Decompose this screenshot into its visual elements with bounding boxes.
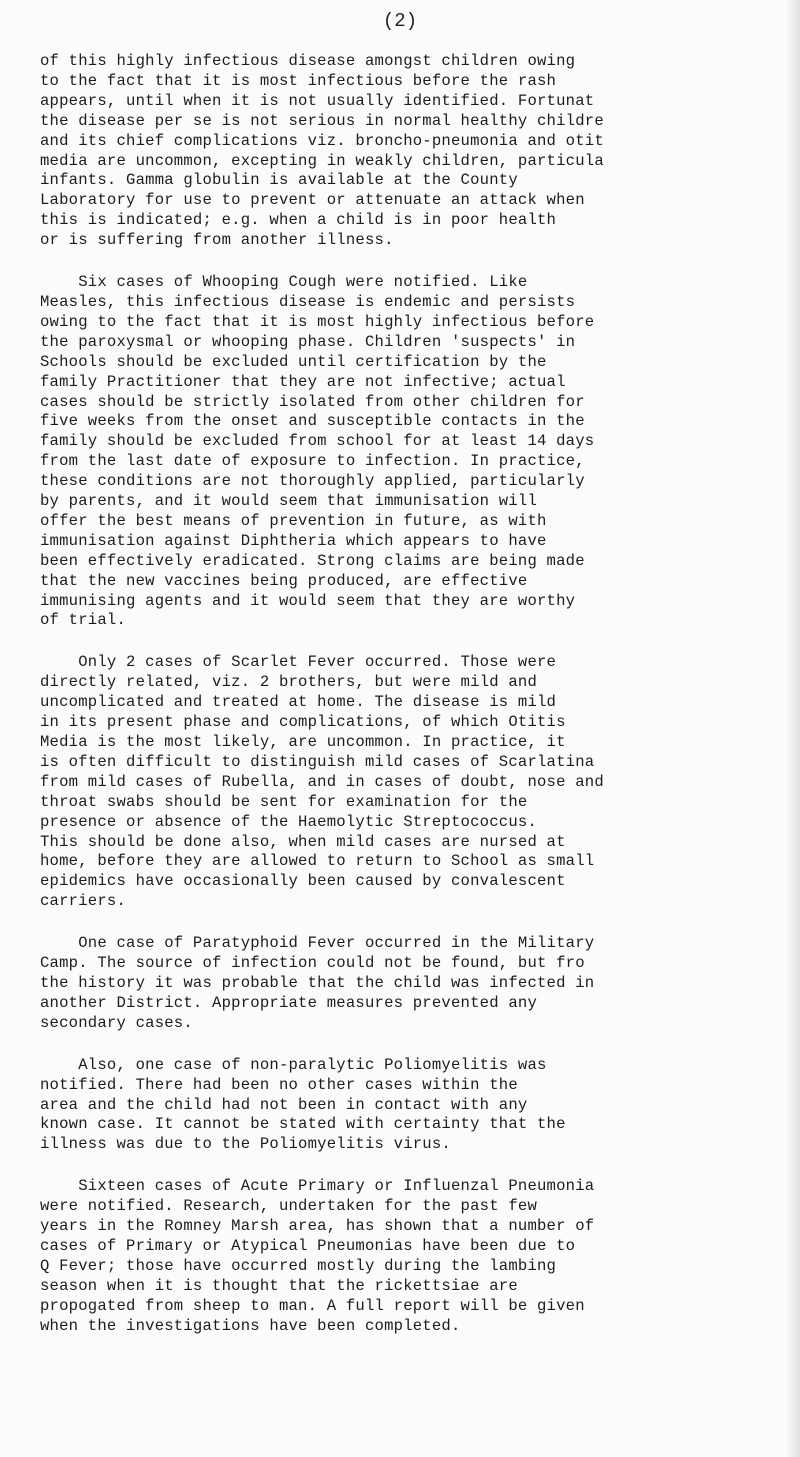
text-line: illness was due to the Poliomyelitis virus.: [40, 1135, 451, 1154]
text-line: the disease per se is not serious in normal healthy childre: [40, 111, 604, 130]
text-line: years in the Romney Marsh area, has shown that a number of: [40, 1217, 595, 1236]
text-line: offer the best means of prevention in future, as with: [40, 511, 547, 530]
text-line: Media is the most likely, are uncommon. In practice, it: [40, 733, 566, 751]
page-number: (2): [382, 10, 418, 32]
text-line: by parents, and it would seem that immunisation will: [40, 492, 538, 511]
paragraph: [40, 52, 800, 251]
text-line: season when it is thought that the rickettsiae are: [40, 1276, 518, 1295]
text-line: immunisation against Diphtheria which appears to have: [40, 531, 547, 550]
text-line: presence or absence of the Haemolytic Streptococcus.: [40, 812, 538, 831]
text-line: this is indicated; e.g. when a child is in poor health: [40, 211, 557, 230]
text-line: known case. It cannot be stated with certainty that the: [40, 1115, 566, 1134]
text-line: five weeks from the onset and susceptible contacts in the: [40, 412, 585, 431]
text-line: and its chief complications viz. broncho-pneumonia and otit: [40, 131, 604, 150]
body-text: [40, 52, 800, 1358]
text-line: notified. There had been no other cases within the: [40, 1075, 518, 1094]
text-line: Six cases of Whooping Cough were notified. Like: [40, 273, 528, 292]
paragraph: [40, 1177, 800, 1336]
text-line: Camp. The source of infection could not be found, but fro: [40, 954, 585, 973]
text-line: of trial.: [40, 611, 127, 630]
paragraph: [40, 273, 800, 631]
text-line: Also, one case of non-paralytic Poliomyelitis was: [40, 1055, 547, 1074]
text-line: the history it was probable that the child was infected in: [40, 973, 595, 992]
text-line: uncomplicated and treated at home. The disease is mild: [40, 693, 557, 712]
text-line: family Practitioner that they are not infective; actual: [40, 372, 566, 391]
text-line: Measles, this infectious disease is endemic and persists: [40, 292, 576, 311]
paragraph: [40, 653, 800, 912]
text-line: infants. Gamma globulin is available at the County: [40, 171, 518, 190]
text-line: This should be done also, when mild cases are nursed at: [40, 832, 566, 851]
text-line: Laboratory for use to prevent or attenuate an attack when: [40, 191, 585, 210]
text-line: throat swabs should be sent for examination for the: [40, 792, 528, 811]
text-line: from mild cases of Rubella, and in cases of doubt, nose and: [40, 772, 604, 791]
text-line: Sixteen cases of Acute Primary or Influenzal Pneumonia: [40, 1177, 595, 1196]
text-line: cases of Primary or Atypical Pneumonias have been due to: [40, 1236, 576, 1255]
text-line: is often difficult to distinguish mild cases of Scarlatina: [40, 752, 595, 771]
paragraph: [40, 934, 800, 1034]
text-line: in its present phase and complications, of which Otitis: [40, 713, 566, 732]
text-line: another District. Appropriate measures prevented any: [40, 993, 538, 1012]
text-line: carriers.: [40, 892, 127, 911]
text-line: Schools should be excluded until certification by the: [40, 352, 547, 371]
text-line: Q Fever; those have occurred mostly during the lambing: [40, 1256, 557, 1275]
text-line: propogated from sheep to man. A full report will be given: [40, 1296, 585, 1315]
text-line: were notified. Research, undertaken for the past few: [40, 1197, 538, 1216]
text-line: the paroxysmal or whooping phase. Children 'suspects' in: [40, 332, 576, 351]
text-line: area and the child had not been in contact with any: [40, 1095, 528, 1114]
text-line: from the last date of exposure to infection. In practice,: [40, 452, 585, 471]
text-line: of this highly infectious disease amongst children owing: [40, 52, 576, 70]
text-line: Only 2 cases of Scarlet Fever occurred. Those were: [40, 653, 557, 672]
text-line: or is suffering from another illness.: [40, 231, 394, 250]
text-line: when the investigations have been completed.: [40, 1316, 461, 1335]
text-line: One case of Paratyphoid Fever occurred in the Military: [40, 934, 595, 953]
text-line: owing to the fact that it is most highly infectious before: [40, 312, 595, 331]
text-line: secondary cases.: [40, 1013, 193, 1032]
text-line: immunising agents and it would seem that they are worthy: [40, 591, 576, 610]
text-line: home, before they are allowed to return to School as small: [40, 852, 595, 871]
text-line: appears, until when it is not usually identified. Fortunat: [40, 91, 595, 110]
text-line: directly related, viz. 2 brothers, but were mild and: [40, 673, 538, 692]
paragraph: [40, 1056, 800, 1156]
text-line: media are uncommon, excepting in weakly children, particula: [40, 151, 604, 170]
text-line: epidemics have occasionally been caused by convalescent: [40, 872, 566, 891]
text-line: cases should be strictly isolated from other children for: [40, 392, 585, 411]
text-line: family should be excluded from school for at least 14 days: [40, 432, 595, 451]
text-line: to the fact that it is most infectious before the rash: [40, 71, 557, 90]
text-line: that the new vaccines being produced, are effective: [40, 571, 528, 590]
text-line: been effectively eradicated. Strong claims are being made: [40, 551, 585, 570]
text-line: these conditions are not thoroughly applied, particularly: [40, 472, 585, 491]
